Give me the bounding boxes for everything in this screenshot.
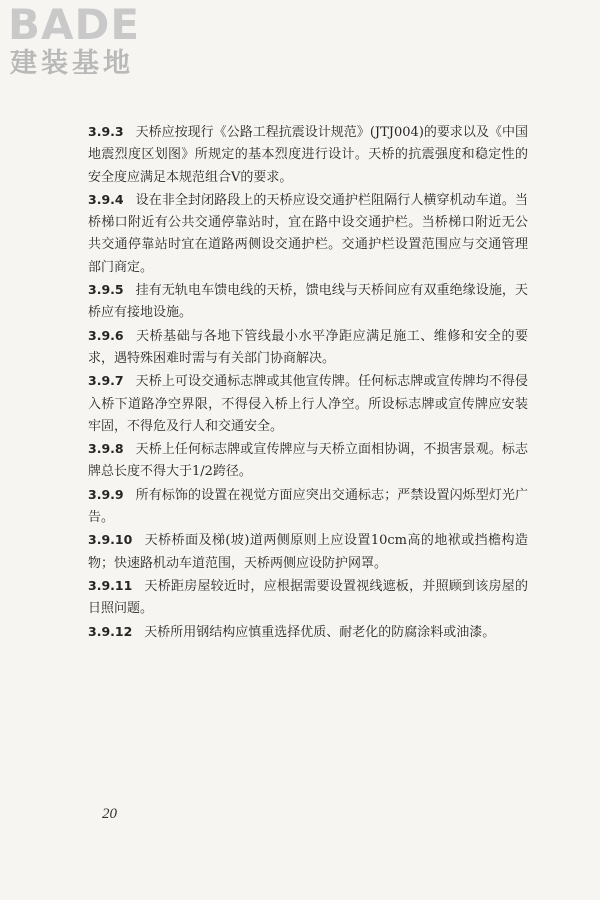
logo-brand-text: BADE [8,0,141,49]
clause-text: 设在非全封闭路段上的天桥应设交通护栏阻隔行人横穿机动车道。当桥梯口附近有公共交通停靠站时，宜在路中设交通护栏。当桥梯口附近无公共交通停靠站时宜在道路两侧设交通护栏。交通护栏设置范围应与交通管理部门商定。 [88,192,528,275]
clause-3-9-7 [88,370,528,438]
clause-number: 3.9.5 [88,282,124,298]
clause-3-9-12 [88,621,528,644]
clause-3-9-10 [88,529,528,575]
clause-text: 天桥距房屋较近时，应根据需要设置视线遮板，并照顾到该房屋的日照问题。 [88,578,528,617]
document-body [88,121,528,644]
clause-3-9-4 [88,189,528,279]
logo-subtitle: 建装基地 [10,48,134,79]
clause-text: 挂有无轨电车馈电线的天桥，馈电线与天桥间应有双重绝缘设施，天桥应有接地设施。 [88,283,528,321]
clause-number: 3.9.3 [88,124,124,139]
clause-3-9-9 [88,484,528,530]
clause-text: 天桥应按现行《公路工程抗震设计规范》(JTJ004)的要求以及《中国地震烈度区划图》所规定的基本烈度进行设计。天桥的抗震强度和稳定性的安全度应满足本规范组合Ⅴ的要求。 [88,125,528,185]
clause-number: 3.9.4 [88,191,124,207]
clause-number: 3.9.6 [88,327,124,343]
clause-number: 3.9.7 [88,373,124,389]
clause-3-9-6 [88,325,528,371]
clause-3-9-8 [88,438,528,484]
brand-logo [8,2,183,84]
clause-text: 所有标饰的设置在视觉方面应突出交通标志；严禁设置闪烁型灯光广告。 [88,487,528,526]
clause-3-9-5 [88,279,528,325]
clause-text: 天桥上任何标志牌或宣传牌应与天桥立面相协调，不损害景观。标志牌总长度不得大于1/2跨径。 [88,442,528,480]
clause-text: 天桥基础与各地下管线最小水平净距应满足施工、维修和安全的要求，遇特殊困难时需与有关部门协商解决。 [88,328,528,366]
page-number: 20 [102,806,117,822]
clause-number: 3.9.12 [88,623,133,639]
clause-number: 3.9.11 [88,577,133,593]
clause-3-9-11 [88,575,528,621]
clause-number: 3.9.10 [88,532,133,548]
clause-number: 3.9.8 [88,441,124,457]
clause-text: 天桥桥面及梯(坡)道两侧原则上应设置10cm高的地袱或挡檐构造物；快速路机动车道范围，天桥两侧应设防护网罩。 [88,533,528,571]
clause-text: 天桥所用钢结构应慎重选择优质、耐老化的防腐涂料或油漆。 [144,624,496,640]
clause-text: 天桥上可设交通标志牌或其他宣传牌。任何标志牌或宣传牌均不得侵入桥下道路净空界限，不得侵入桥上行人净空。所设标志牌或宣传牌应安装牢固，不得危及行人和交通安全。 [88,374,528,434]
clause-3-9-3 [88,121,528,189]
clause-number: 3.9.9 [88,486,124,502]
